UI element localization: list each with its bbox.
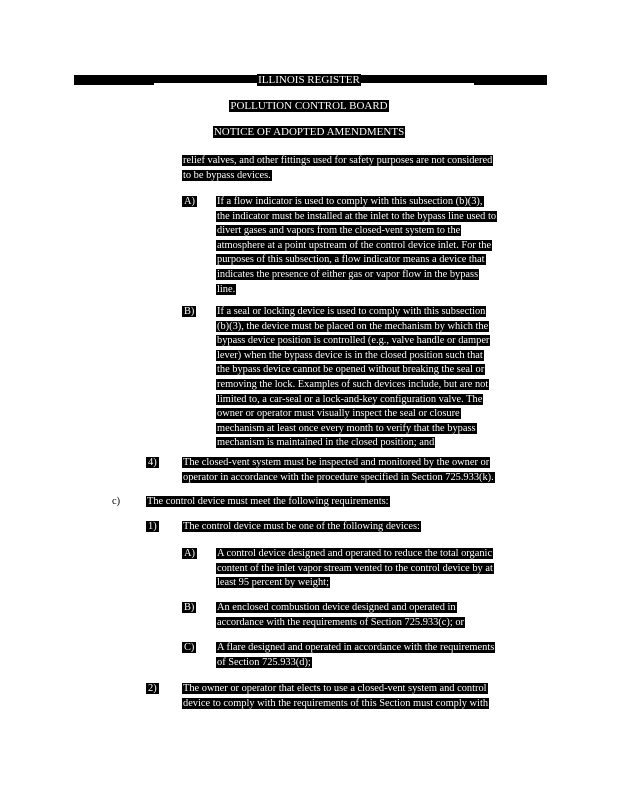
item-c-paragraph [146, 495, 390, 510]
text-line [216, 407, 490, 420]
text-line-content: (b)(3), the device must be placed on the mechanism by which the [217, 320, 489, 332]
text-line-content: The owner or operator that elects to use a closed-vent system and control [183, 683, 487, 694]
text-line [216, 378, 490, 391]
item-marker [182, 306, 196, 318]
text-line [216, 422, 490, 435]
text-line [182, 697, 489, 710]
text-line-content: The control device must be one of the following devices: [183, 521, 420, 532]
text-line-content: accordance with the requirements of Section 725.933(c); or [217, 616, 464, 628]
item-1c-paragraph [216, 641, 495, 670]
text-line [216, 547, 494, 560]
text-line-content: limited to, a car-seal or a lock-and-key configuration valve. The [217, 393, 483, 405]
text-line [216, 334, 490, 347]
text-line-content: to be bypass devices. [183, 169, 271, 181]
text-line-content: An enclosed combustion device designed and operated in [217, 602, 456, 613]
item-2-paragraph [182, 682, 489, 711]
text-line-content: If a seal or locking device is used to comply with this subsection [217, 306, 486, 317]
text-line-content: device to comply with the requirements of this Section must comply with [183, 697, 489, 709]
item-marker-text: C) [184, 642, 195, 653]
text-line [146, 495, 390, 508]
text-line-content: mechanism at least once every month to verify that the bypass [217, 422, 476, 434]
text-line-content: indicates the presence of either gas or vapor flow in the bypass [217, 268, 479, 280]
text-line [216, 393, 490, 406]
text-line [182, 456, 495, 469]
text-line-content: bypass device position is controlled (e.g., valve handle or damper [217, 335, 490, 347]
text-line [216, 349, 490, 362]
text-line [216, 283, 497, 296]
item-marker-text: B) [184, 602, 195, 613]
intro-paragraph [182, 154, 493, 183]
item-b-paragraph [216, 305, 490, 451]
item-marker [182, 548, 197, 560]
text-line-content: content of the inlet vapor stream vented to the control device by at [217, 562, 493, 574]
text-line [216, 436, 490, 449]
text-line [216, 363, 490, 376]
text-line-content: least 95 percent by weight; [217, 577, 329, 589]
item-4-paragraph [182, 456, 495, 485]
item-1a-paragraph [216, 547, 494, 591]
item-marker [110, 496, 122, 508]
item-marker-text: A) [184, 196, 195, 207]
item-marker-text: 2) [148, 683, 157, 694]
text-line [182, 154, 493, 167]
text-line [182, 520, 421, 533]
text-line [216, 320, 490, 333]
text-line [216, 641, 495, 654]
item-marker-text: B) [184, 306, 195, 317]
text-line-content: The control device must meet the following requirements: [147, 496, 389, 507]
notice-title [0, 126, 618, 138]
text-line [216, 576, 494, 589]
text-line [216, 601, 465, 614]
text-line-content: divert gases and vapors from the closed-vent system to the [217, 225, 461, 237]
register-title [0, 74, 618, 86]
item-marker [182, 642, 196, 654]
notice-title-text: NOTICE OF ADOPTED AMENDMENTS [213, 126, 405, 138]
item-marker-text: 4) [148, 457, 157, 468]
text-line [182, 169, 493, 182]
text-line-content: the bypass device cannot be opened without breaking the seal or [217, 364, 485, 376]
item-1b-paragraph [216, 601, 465, 630]
text-line [216, 616, 465, 629]
item-marker [146, 457, 159, 469]
text-line-content: the indicator must be installed at the inlet to the bypass line used to [217, 210, 497, 222]
text-line-content: line. [217, 283, 236, 295]
text-line-content: A control device designed and operated to reduce the total organic [217, 548, 493, 559]
item-marker [146, 521, 159, 533]
text-line-content: lever) when the bypass device is in the closed position such that [217, 349, 483, 361]
text-line-content: purposes of this subsection, a flow indicator means a device that [217, 254, 485, 266]
text-line [216, 195, 497, 208]
text-line [216, 210, 497, 223]
text-line-content: The closed-vent system must be inspected and monitored by the owner or [183, 457, 490, 468]
text-line [216, 656, 495, 669]
item-marker [182, 196, 197, 208]
text-line [216, 268, 497, 281]
text-line [216, 305, 490, 318]
text-line-content: relief valves, and other fittings used for safety purposes are not considered [183, 155, 493, 166]
board-title-text: POLLUTION CONTROL BOARD [230, 100, 388, 112]
item-a-paragraph [216, 195, 497, 297]
text-line [216, 253, 497, 266]
item-marker [182, 602, 196, 614]
text-line-content: If a flow indicator is used to comply with this subsection (b)(3), [217, 196, 483, 207]
text-line [182, 471, 495, 484]
item-marker-text: 1) [148, 521, 157, 532]
item-1-paragraph [182, 520, 421, 535]
register-title-text: ILLINOIS REGISTER [258, 74, 360, 86]
item-marker [146, 683, 159, 695]
text-line-content: removing the lock. Examples of such devices include, but are not [217, 378, 489, 390]
text-line [216, 239, 497, 252]
item-marker-text: A) [184, 548, 195, 559]
item-marker-text: c) [112, 496, 121, 507]
text-line [216, 562, 494, 575]
text-line [216, 224, 497, 237]
text-line-content: mechanism is maintained in the closed position; and [217, 437, 435, 449]
text-line-content: operator in accordance with the procedure specified in Section 725.933(k). [183, 471, 494, 483]
text-line-content: A flare designed and operated in accordance with the requirements [217, 642, 495, 653]
text-line-content: owner or operator must visually inspect the seal or closure [217, 408, 460, 420]
text-line-content: of Section 725.933(d); [217, 656, 311, 668]
board-title [0, 100, 618, 112]
text-line-content: atmosphere at a point upstream of the control device inlet. For the [217, 239, 492, 251]
text-line [182, 682, 489, 695]
